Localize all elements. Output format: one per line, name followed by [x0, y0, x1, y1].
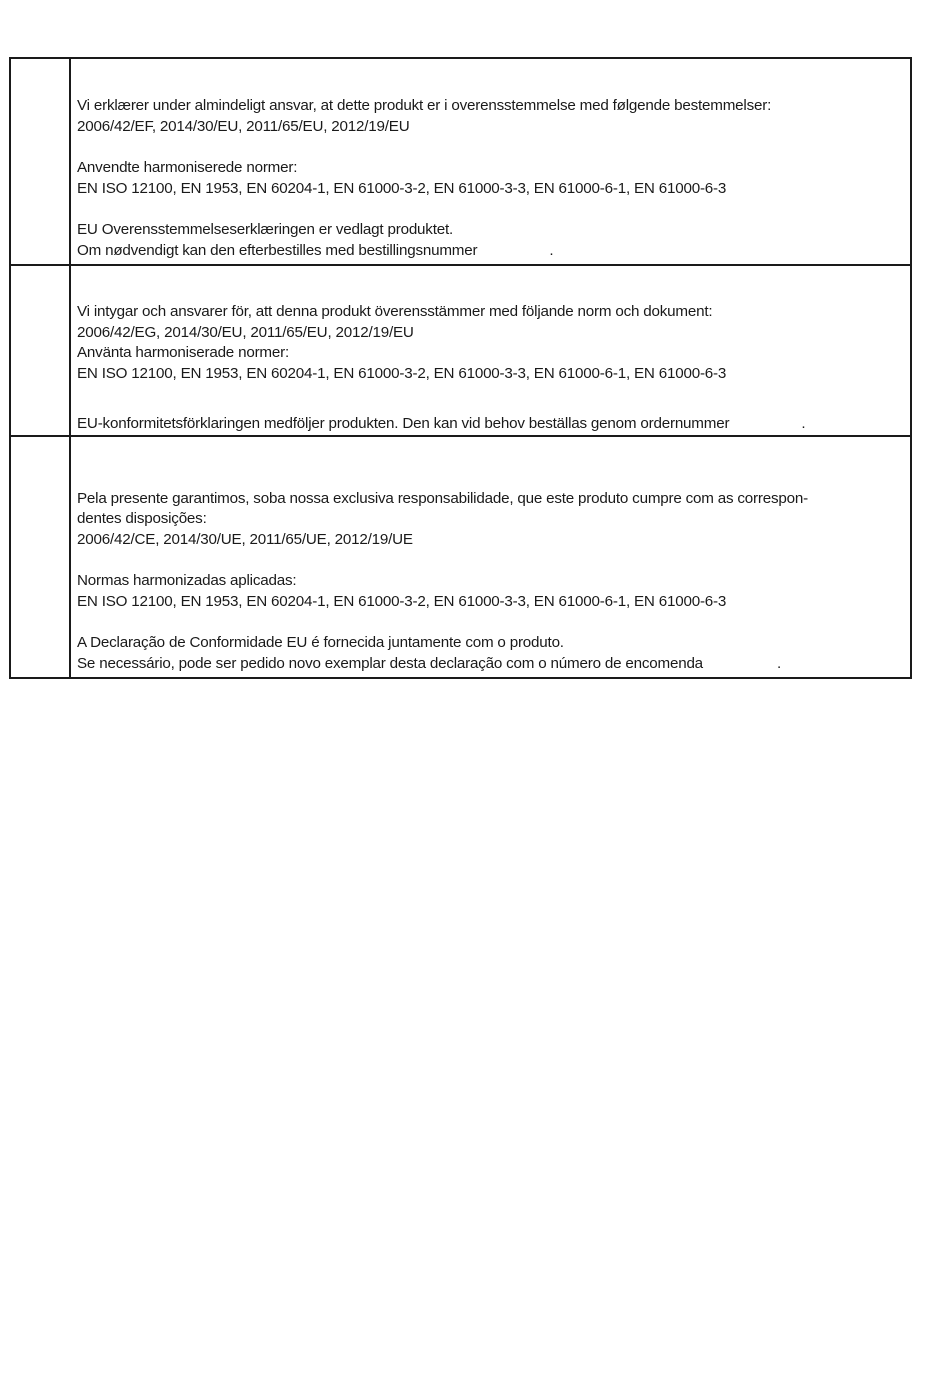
- declaration-text-da: Om nødvendigt kan den efterbestilles med bestillingsnummer: [77, 241, 478, 259]
- declaration-line2-pt: [77, 654, 902, 675]
- declaration-line1-da: EU Overensstemmelseserklæringen er vedlagt produktet.: [77, 221, 454, 239]
- declaration-text-pt: Se necessário, pode ser pedido novo exemplar desta declaração com o número de encomenda: [77, 655, 703, 673]
- norms-sv: EN ISO 12100, EN 1953, EN 60204-1, EN 61000-3-2, EN 61000-3-3, EN 61000-6-1, EN 61000-6-3: [77, 365, 727, 383]
- directives-da: 2006/42/EF, 2014/30/EU, 2011/65/EU, 2012/19/EU: [77, 117, 410, 135]
- declaration-line2-da: [77, 241, 902, 262]
- directives-sv: 2006/42/EG, 2014/30/EU, 2011/65/EU, 2012/19/EU: [77, 323, 414, 341]
- norms-heading-da: Anvendte harmoniserede normer:: [77, 159, 298, 177]
- language-cell-sv: [10, 265, 70, 436]
- declaration-line1-pt: A Declaração de Conformidade EU é fornecida juntamente com o produto.: [77, 634, 564, 652]
- language-cell-pt: [10, 436, 70, 678]
- intro-line2-pt: dentes disposições:: [77, 510, 207, 528]
- intro-line1-pt: Pela presente garantimos, soba nossa exclusiva responsabilidade, que este produto cumpre com as correspon-: [77, 489, 809, 507]
- period-sv: .: [801, 414, 806, 432]
- section-danish: [10, 58, 911, 265]
- section-portuguese: [10, 436, 911, 678]
- norms-heading-sv: Använta harmoniserade normer:: [77, 344, 290, 362]
- intro-sv: Vi intygar och ansvarer för, att denna produkt överensstämmer med följande norm och dokument:: [77, 303, 713, 320]
- text-cell-sv: [70, 265, 911, 436]
- declaration-table: [9, 57, 912, 679]
- norms-da: EN ISO 12100, EN 1953, EN 60204-1, EN 61000-3-2, EN 61000-3-3, EN 61000-6-1, EN 61000-6-3: [77, 179, 727, 197]
- norms-heading-pt: Normas harmonizadas aplicadas:: [77, 572, 297, 590]
- text-cell-pt: [70, 436, 911, 678]
- intro-da: Vi erklærer under almindeligt ansvar, at dette produkt er i overensstemmelse med følgende bestemmelser:: [77, 97, 772, 114]
- declaration-line1-sv: [77, 414, 902, 435]
- period-pt: .: [776, 655, 781, 673]
- declaration-text-sv: EU-konformitetsförklaringen medföljer produkten. Den kan vid behov beställas genom ordernummer: [77, 414, 730, 432]
- directives-pt: 2006/42/CE, 2014/30/UE, 2011/65/UE, 2012/19/UE: [77, 530, 413, 548]
- norms-pt: EN ISO 12100, EN 1953, EN 60204-1, EN 61000-3-2, EN 61000-3-3, EN 61000-6-1, EN 61000-6-3: [77, 593, 727, 611]
- section-swedish: [10, 265, 911, 436]
- text-cell-da: [70, 58, 911, 265]
- language-cell-da: [10, 58, 70, 265]
- period-da: .: [549, 241, 554, 259]
